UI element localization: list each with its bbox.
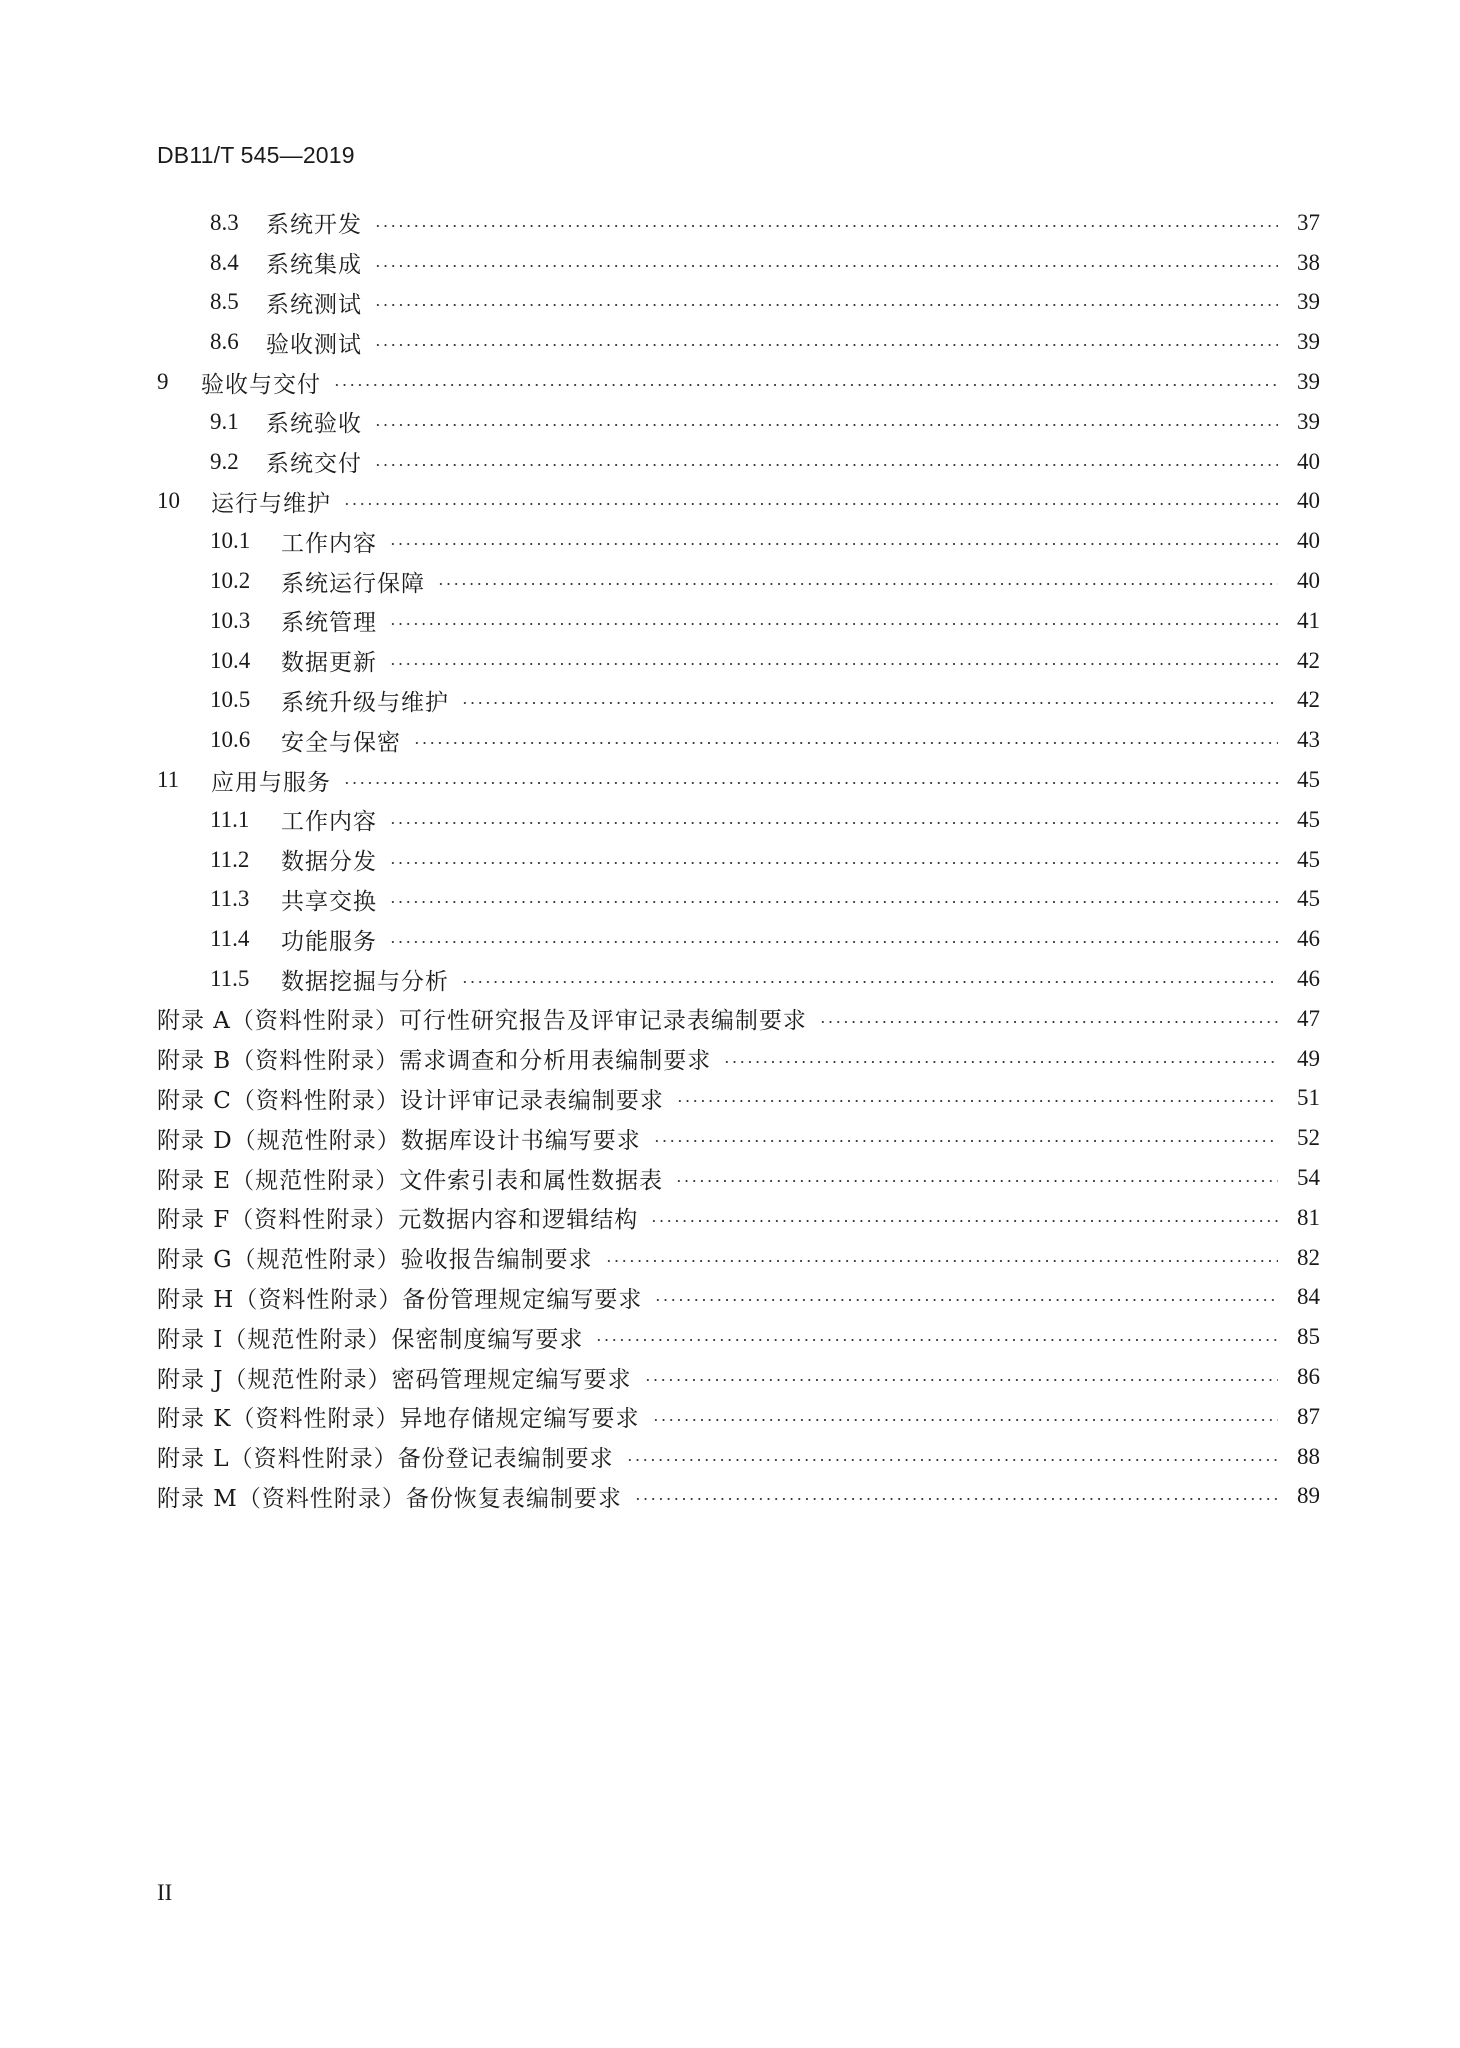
toc-entry-title: 附录 A（资料性附录）可行性研究报告及评审记录表编制要求 bbox=[157, 1008, 807, 1035]
toc-entry[interactable] bbox=[157, 561, 1320, 601]
toc-entry-title: 数据更新 bbox=[281, 650, 377, 677]
toc-entry-title: 附录 L（资料性附录）备份登记表编制要求 bbox=[157, 1446, 614, 1473]
toc-entry-title: 安全与保密 bbox=[281, 729, 401, 756]
dot-leader bbox=[644, 1379, 1278, 1381]
toc-entry-title: 系统验收 bbox=[266, 411, 362, 438]
toc-entry-title: 附录 H（资料性附录）备份管理规定编写要求 bbox=[157, 1286, 643, 1313]
toc-entry-number: 10.2 bbox=[210, 568, 251, 594]
dot-leader bbox=[676, 1100, 1278, 1102]
toc-appendix-entry[interactable] bbox=[157, 1238, 1320, 1278]
toc-entry[interactable] bbox=[157, 840, 1320, 880]
toc-entry-title: 系统测试 bbox=[266, 291, 362, 318]
toc-entry-page: 38 bbox=[1297, 249, 1320, 275]
toc-entry[interactable] bbox=[157, 959, 1320, 999]
toc-entry[interactable] bbox=[157, 800, 1320, 840]
toc-appendix-entry[interactable] bbox=[157, 1158, 1320, 1198]
dot-leader bbox=[333, 384, 1278, 386]
toc-entry-title: 应用与服务 bbox=[211, 769, 331, 796]
toc-entry-page: 37 bbox=[1297, 209, 1320, 235]
dot-leader bbox=[389, 822, 1278, 824]
dot-leader bbox=[652, 1419, 1279, 1421]
toc-entry-title: 验收测试 bbox=[266, 331, 362, 358]
dot-leader bbox=[654, 1299, 1278, 1301]
dot-leader bbox=[389, 543, 1278, 545]
toc-entry-page: 82 bbox=[1297, 1244, 1320, 1270]
toc-entry[interactable] bbox=[157, 482, 1320, 522]
toc-entry-title: 附录 J（规范性附录）密码管理规定编写要求 bbox=[157, 1366, 632, 1393]
toc-entry-page: 86 bbox=[1297, 1364, 1320, 1389]
toc-entry-title: 系统运行保障 bbox=[281, 570, 425, 597]
toc-entry[interactable] bbox=[157, 243, 1320, 283]
dot-leader bbox=[819, 1021, 1278, 1023]
toc-appendix-entry[interactable] bbox=[157, 1477, 1320, 1517]
toc-entry-page: 45 bbox=[1297, 846, 1320, 872]
toc-entry-title: 附录 M（资料性附录）备份恢复表编制要求 bbox=[157, 1485, 622, 1512]
toc-appendix-entry[interactable] bbox=[157, 1397, 1320, 1437]
dot-leader bbox=[595, 1339, 1278, 1341]
toc-entry-title: 附录 D（规范性附录）数据库设计书编写要求 bbox=[157, 1127, 641, 1154]
toc-entry-number: 9.2 bbox=[210, 448, 239, 474]
dot-leader bbox=[389, 663, 1278, 665]
toc-entry-page: 45 bbox=[1297, 886, 1320, 912]
toc-entry-page: 45 bbox=[1297, 767, 1320, 793]
toc-entry[interactable] bbox=[157, 601, 1320, 641]
toc-entry-page: 81 bbox=[1297, 1204, 1320, 1230]
dot-leader bbox=[374, 304, 1278, 306]
toc-entry-page: 87 bbox=[1297, 1403, 1320, 1429]
toc-entry-number: 9.1 bbox=[210, 408, 239, 434]
dot-leader bbox=[343, 503, 1278, 505]
toc-entry-page: 89 bbox=[1297, 1483, 1320, 1509]
toc-entry-page: 45 bbox=[1297, 806, 1320, 832]
dot-leader bbox=[653, 1140, 1278, 1142]
toc-entry-number: 8.5 bbox=[210, 289, 239, 315]
toc-entry-number: 11.3 bbox=[210, 886, 250, 912]
toc-entry-page: 39 bbox=[1297, 329, 1320, 355]
toc-entry-number: 11.2 bbox=[210, 846, 250, 872]
toc-entry[interactable] bbox=[157, 442, 1320, 482]
toc-entry-page: 42 bbox=[1297, 687, 1320, 713]
toc-entry[interactable] bbox=[157, 283, 1320, 323]
toc-appendix-entry[interactable] bbox=[157, 1317, 1320, 1357]
dot-leader bbox=[605, 1260, 1278, 1262]
dot-leader bbox=[374, 424, 1278, 426]
dot-leader bbox=[634, 1498, 1278, 1500]
toc-entry-page: 40 bbox=[1297, 488, 1320, 514]
dot-leader bbox=[374, 265, 1278, 267]
toc-entry-title: 系统开发 bbox=[266, 212, 362, 239]
toc-entry-number: 11 bbox=[157, 767, 180, 793]
dot-leader bbox=[461, 981, 1278, 983]
toc-entry[interactable] bbox=[157, 681, 1320, 721]
toc-entry-page: 88 bbox=[1297, 1443, 1320, 1469]
toc-entry-page: 85 bbox=[1297, 1324, 1320, 1350]
toc-entry-title: 附录 C（资料性附录）设计评审记录表编制要求 bbox=[157, 1087, 664, 1114]
toc-entry-page: 39 bbox=[1297, 408, 1320, 434]
toc-entry-page: 46 bbox=[1297, 966, 1320, 992]
dot-leader bbox=[389, 862, 1278, 864]
toc-entry-page: 40 bbox=[1297, 568, 1320, 594]
toc-entry-page: 40 bbox=[1297, 528, 1320, 554]
toc-entry-title: 运行与维护 bbox=[211, 490, 331, 517]
toc-entry-number: 10 bbox=[157, 488, 180, 514]
toc-entry-title: 数据挖掘与分析 bbox=[281, 968, 449, 995]
toc-entry-number: 10.1 bbox=[210, 528, 251, 554]
toc-entry-number: 10.4 bbox=[210, 647, 251, 673]
toc-entry-title: 功能服务 bbox=[281, 928, 377, 955]
toc-entry-title: 数据分发 bbox=[281, 849, 377, 876]
dot-leader bbox=[374, 464, 1278, 466]
dot-leader bbox=[650, 1220, 1278, 1222]
toc-entry[interactable] bbox=[157, 362, 1320, 402]
document-code: DB11/T 545—2019 bbox=[157, 142, 355, 168]
toc-appendix-entry[interactable] bbox=[157, 1039, 1320, 1079]
toc-entry-title: 工作内容 bbox=[281, 809, 377, 836]
toc-appendix-entry[interactable] bbox=[157, 1278, 1320, 1318]
toc-entry[interactable] bbox=[157, 720, 1320, 760]
toc-entry[interactable] bbox=[157, 203, 1320, 243]
toc-entry-title: 附录 I（规范性附录）保密制度编写要求 bbox=[157, 1326, 584, 1353]
dot-leader bbox=[374, 225, 1278, 227]
toc-entry-title: 共享交换 bbox=[281, 888, 377, 915]
toc-entry[interactable] bbox=[157, 880, 1320, 920]
toc-entry-number: 8.4 bbox=[210, 249, 239, 275]
toc-entry-page: 39 bbox=[1297, 369, 1320, 395]
dot-leader bbox=[626, 1459, 1278, 1461]
toc-appendix-entry[interactable] bbox=[157, 1118, 1320, 1158]
toc-entry-title: 系统管理 bbox=[281, 610, 377, 637]
toc-appendix-entry[interactable] bbox=[157, 1198, 1320, 1238]
dot-leader bbox=[675, 1180, 1278, 1182]
toc-entry-page: 47 bbox=[1297, 1005, 1320, 1031]
toc-entry-title: 系统交付 bbox=[266, 451, 362, 478]
dot-leader bbox=[374, 344, 1278, 346]
toc-entry-title: 工作内容 bbox=[281, 530, 377, 557]
dot-leader bbox=[413, 742, 1278, 744]
toc-entry-page: 39 bbox=[1297, 289, 1320, 315]
toc-entry[interactable] bbox=[157, 322, 1320, 362]
dot-leader bbox=[389, 901, 1278, 903]
toc-entry[interactable] bbox=[157, 402, 1320, 442]
toc-appendix-entry[interactable] bbox=[157, 1079, 1320, 1119]
toc-entry-number: 9 bbox=[157, 369, 169, 395]
toc-entry-page: 46 bbox=[1297, 926, 1320, 952]
toc-entry-page: 41 bbox=[1297, 607, 1320, 633]
toc-entry-title: 验收与交付 bbox=[201, 371, 321, 398]
toc-entry-title: 系统集成 bbox=[266, 252, 362, 279]
table-of-contents bbox=[157, 203, 1320, 1516]
toc-entry-page: 40 bbox=[1297, 448, 1320, 474]
dot-leader bbox=[723, 1061, 1278, 1063]
toc-entry-title: 附录 E（规范性附录）文件索引表和属性数据表 bbox=[157, 1167, 664, 1194]
toc-entry-page: 42 bbox=[1297, 647, 1320, 673]
toc-entry-number: 10.6 bbox=[210, 727, 251, 753]
dot-leader bbox=[461, 702, 1278, 704]
toc-entry[interactable] bbox=[157, 760, 1320, 800]
dot-leader bbox=[389, 623, 1278, 625]
toc-entry-page: 51 bbox=[1297, 1085, 1320, 1111]
toc-appendix-entry[interactable] bbox=[157, 999, 1320, 1039]
toc-appendix-entry[interactable] bbox=[157, 1437, 1320, 1477]
toc-entry-page: 52 bbox=[1297, 1125, 1320, 1151]
toc-entry[interactable] bbox=[157, 919, 1320, 959]
toc-entry-title: 附录 G（规范性附录）验收报告编制要求 bbox=[157, 1247, 593, 1274]
toc-entry-number: 10.3 bbox=[210, 607, 251, 633]
dot-leader bbox=[389, 941, 1278, 943]
toc-entry-number: 11.4 bbox=[210, 926, 250, 952]
toc-entry-page: 49 bbox=[1297, 1045, 1320, 1071]
dot-leader bbox=[437, 583, 1278, 585]
toc-entry-title: 附录 F（资料性附录）元数据内容和逻辑结构 bbox=[157, 1207, 639, 1234]
toc-entry-title: 附录 B（资料性附录）需求调查和分析用表编制要求 bbox=[157, 1048, 712, 1075]
page-number: II bbox=[157, 1880, 173, 1905]
toc-entry-number: 10.5 bbox=[210, 687, 251, 713]
toc-entry-number: 8.6 bbox=[210, 329, 239, 355]
toc-entry-title: 附录 K（资料性附录）异地存储规定编写要求 bbox=[157, 1406, 640, 1433]
toc-appendix-entry[interactable] bbox=[157, 1357, 1320, 1397]
toc-entry[interactable] bbox=[157, 641, 1320, 681]
toc-entry-number: 11.5 bbox=[210, 966, 250, 992]
dot-leader bbox=[343, 782, 1278, 784]
toc-entry-number: 8.3 bbox=[210, 209, 239, 235]
toc-entry-page: 43 bbox=[1297, 727, 1320, 753]
toc-entry-page: 54 bbox=[1297, 1165, 1320, 1191]
toc-entry-page: 84 bbox=[1297, 1284, 1320, 1310]
toc-entry-title: 系统升级与维护 bbox=[281, 689, 449, 716]
toc-entry-number: 11.1 bbox=[210, 806, 250, 832]
toc-entry[interactable] bbox=[157, 521, 1320, 561]
